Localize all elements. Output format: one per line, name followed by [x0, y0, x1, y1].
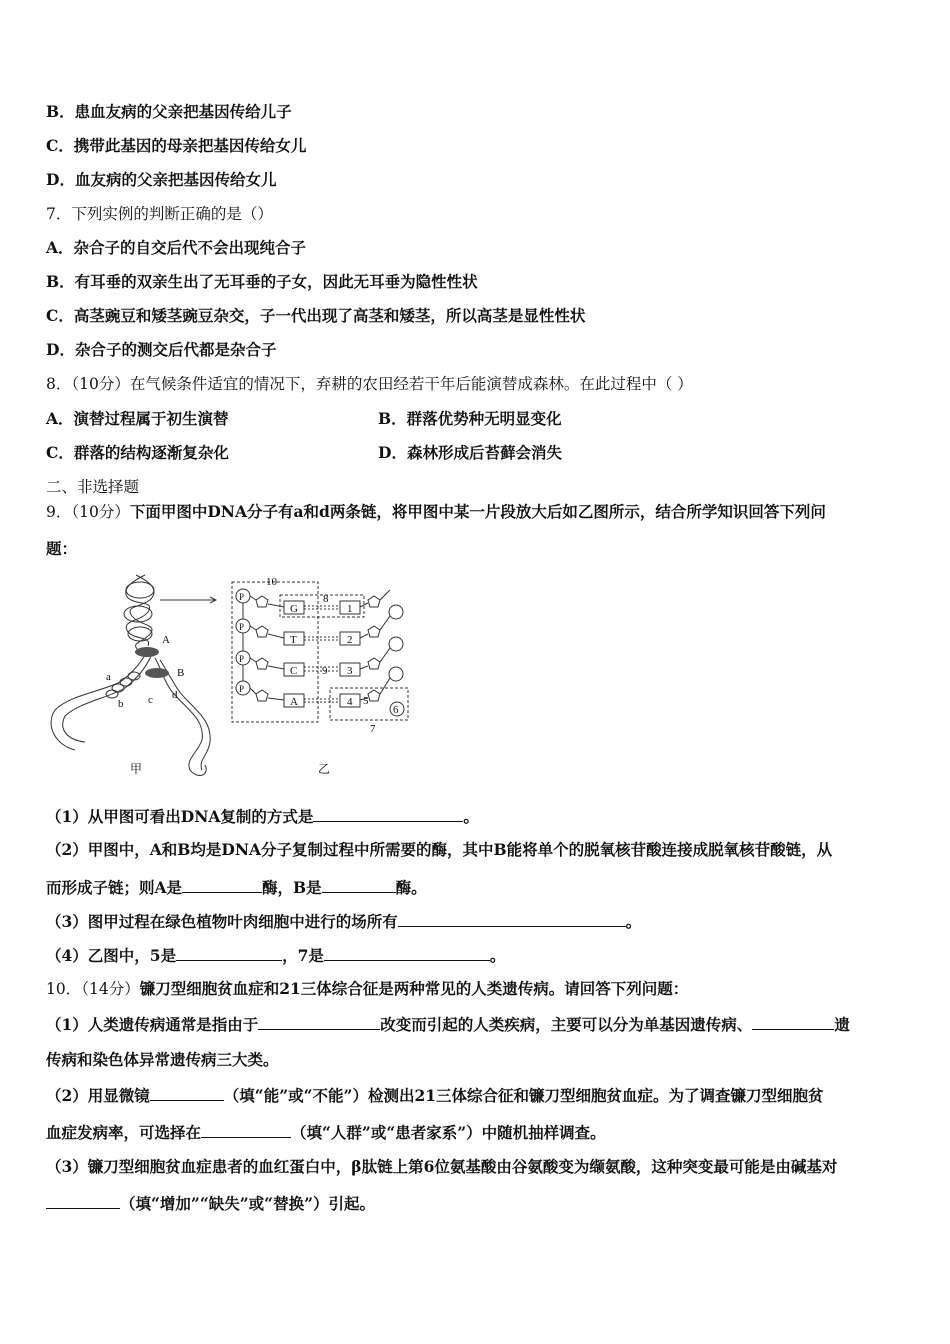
q8-option-d: D．森林形成后苔藓会消失 [378, 443, 562, 462]
q10-part1-line1 [46, 1014, 850, 1035]
enzyme-b-shape [145, 668, 169, 678]
base-left-4: A [290, 696, 298, 708]
q9-part3 [46, 911, 641, 932]
base-right-1: 1 [347, 603, 353, 615]
label-8: 8 [323, 593, 329, 605]
q10-part2-line2 [46, 1122, 606, 1143]
label-p-4: P [239, 684, 245, 694]
q10-part1-c: 遗 [834, 1015, 850, 1034]
q10-part1-a: （1）人类遗传病通常是指由于 [46, 1015, 259, 1034]
q10-number: 10．（14分） [46, 980, 140, 998]
q7-option-a: A．杂合子的自交后代不会出现纯合子 [46, 238, 307, 257]
answer-blank[interactable] [313, 806, 463, 822]
answer-blank[interactable] [150, 1085, 224, 1101]
base-left-2: T [290, 634, 297, 646]
label-p-1: P [239, 592, 245, 602]
label-c: c [148, 694, 153, 706]
answer-blank[interactable] [398, 911, 626, 927]
dna-replication-figure [40, 570, 420, 785]
q8-number: 8．（10分） [46, 375, 130, 393]
q9-part1 [46, 806, 479, 827]
q9-part2-line2 [46, 877, 427, 898]
caption-jia: 甲 [130, 762, 143, 776]
label-10: 10 [266, 576, 277, 588]
label-p-3: P [239, 654, 245, 664]
q10-part2-c: 血症发病率，可选择在 [46, 1123, 202, 1142]
q8-option-c: C．群落的结构逐渐复杂化 [46, 443, 229, 462]
q9-stem-text: 下面甲图中DNA分子有a和d两条链，将甲图中某一片段放大后如乙图所示，结合所学知识回答下列问 [129, 502, 826, 521]
q9-part4-a: （4）乙图中，5是 [46, 946, 177, 965]
base-left-1: G [290, 603, 298, 615]
q9-part1-end: 。 [463, 807, 479, 826]
q9-stem [46, 502, 826, 522]
q8-stem [46, 374, 693, 394]
section-heading: 二、非选择题 [46, 478, 140, 496]
q9-number: 9．（10分） [46, 503, 130, 521]
q9-part3-text: （3）图甲过程在绿色植物叶肉细胞中进行的场所有 [46, 912, 398, 931]
q9-part2-line1: （2）甲图中，A和B均是DNA分子复制过程中所需要的酶，其中B能将单个的脱氧核苷酸连接成脱氧核苷酸链，从 [46, 840, 833, 859]
q9-part2-c: 酶。 [395, 878, 427, 897]
label-A: A [162, 634, 170, 646]
label-a: a [106, 671, 111, 683]
q9-part2-a: 而形成子链；则A是 [46, 878, 183, 897]
answer-blank[interactable] [201, 1122, 291, 1138]
q8-stem-text: 在气候条件适宜的情况下，弃耕的农田经若干年后能演替成森林。在此过程中（ ） [129, 375, 693, 393]
label-6: 6 [393, 704, 399, 716]
q6-option-b: B．患血友病的父亲把基因传给儿子 [46, 102, 292, 121]
caption-yi: 乙 [318, 762, 331, 776]
answer-blank[interactable] [258, 1014, 380, 1030]
q10-part3-line1: （3）镰刀型细胞贫血症患者的血红蛋白中，β肽链上第6位氨基酸由谷氨酸变为缬氨酸，这种突变最可能是由碱基对 [46, 1157, 838, 1176]
q6-option-c: C．携带此基因的母亲把基因传给女儿 [46, 136, 307, 155]
q10-part2-b: （填“能”或“不能”）检测出21三体综合征和镰刀型细胞贫血症。为了调查镰刀型细胞贫 [223, 1086, 824, 1105]
q9-part3-end: 。 [625, 912, 642, 931]
q8-option-b: B．群落优势种无明显变化 [378, 409, 562, 428]
base-right-4: 4 [347, 696, 353, 708]
base-right-3: 3 [347, 665, 353, 677]
answer-blank[interactable] [324, 945, 490, 961]
answer-blank[interactable] [46, 1193, 120, 1209]
q7-option-b: B．有耳垂的双亲生出了无耳垂的子女，因此无耳垂为隐性性状 [46, 272, 478, 291]
label-d: d [172, 689, 178, 701]
q7-option-d: D．杂合子的测交后代都是杂合子 [46, 340, 277, 359]
label-9: 9 [322, 665, 328, 677]
q9-stem-line2: 题： [46, 539, 78, 558]
q9-part4-c: 。 [489, 946, 506, 965]
label-7: 7 [370, 723, 376, 735]
label-5: 5 [363, 695, 369, 707]
q10-part2-line1 [46, 1085, 824, 1106]
q10-stem-text: 镰刀型细胞贫血症和21三体综合征是两种常见的人类遗传病。请回答下列问题： [139, 979, 689, 998]
q9-part2-b: 酶，B是 [262, 878, 322, 897]
answer-blank[interactable] [182, 877, 262, 893]
q9-part1-text: （1）从甲图可看出DNA复制的方式是 [46, 807, 314, 826]
enzyme-a-shape [135, 647, 159, 657]
q10-part3-b: （填“增加”“缺失”或“替换”）引起。 [120, 1194, 375, 1213]
label-b: b [118, 698, 124, 710]
q7-stem: 7．下列实例的判断正确的是（） [46, 205, 273, 223]
q10-stem [46, 979, 688, 999]
answer-blank[interactable] [752, 1014, 834, 1030]
q10-part1-line2: 传病和染色体异常遗传病三大类。 [46, 1050, 279, 1069]
base-left-3: C [290, 665, 298, 677]
q6-option-d: D．血友病的父亲把基因传给女儿 [46, 170, 277, 189]
answer-blank[interactable] [322, 877, 396, 893]
q10-part1-b: 改变而引起的人类疾病，主要可以分为单基因遗传病、 [380, 1015, 753, 1034]
q9-part4-b: ，7是 [282, 946, 324, 965]
dna-figure-svg [40, 570, 420, 785]
answer-blank[interactable] [176, 945, 282, 961]
q7-option-c: C．高茎豌豆和矮茎豌豆杂交，子一代出现了高茎和矮茎，所以高茎是显性性状 [46, 306, 586, 325]
base-right-2: 2 [347, 634, 353, 646]
q9-part4 [46, 945, 505, 966]
label-p-2: P [239, 622, 245, 632]
q10-part2-d: （填“人群”或“患者家系”）中随机抽样调查。 [291, 1123, 606, 1142]
q10-part2-a: （2）用显微镜 [46, 1086, 150, 1105]
q8-option-a: A．演替过程属于初生演替 [46, 409, 229, 428]
q10-part3-line2 [46, 1193, 375, 1214]
label-B: B [177, 667, 185, 679]
